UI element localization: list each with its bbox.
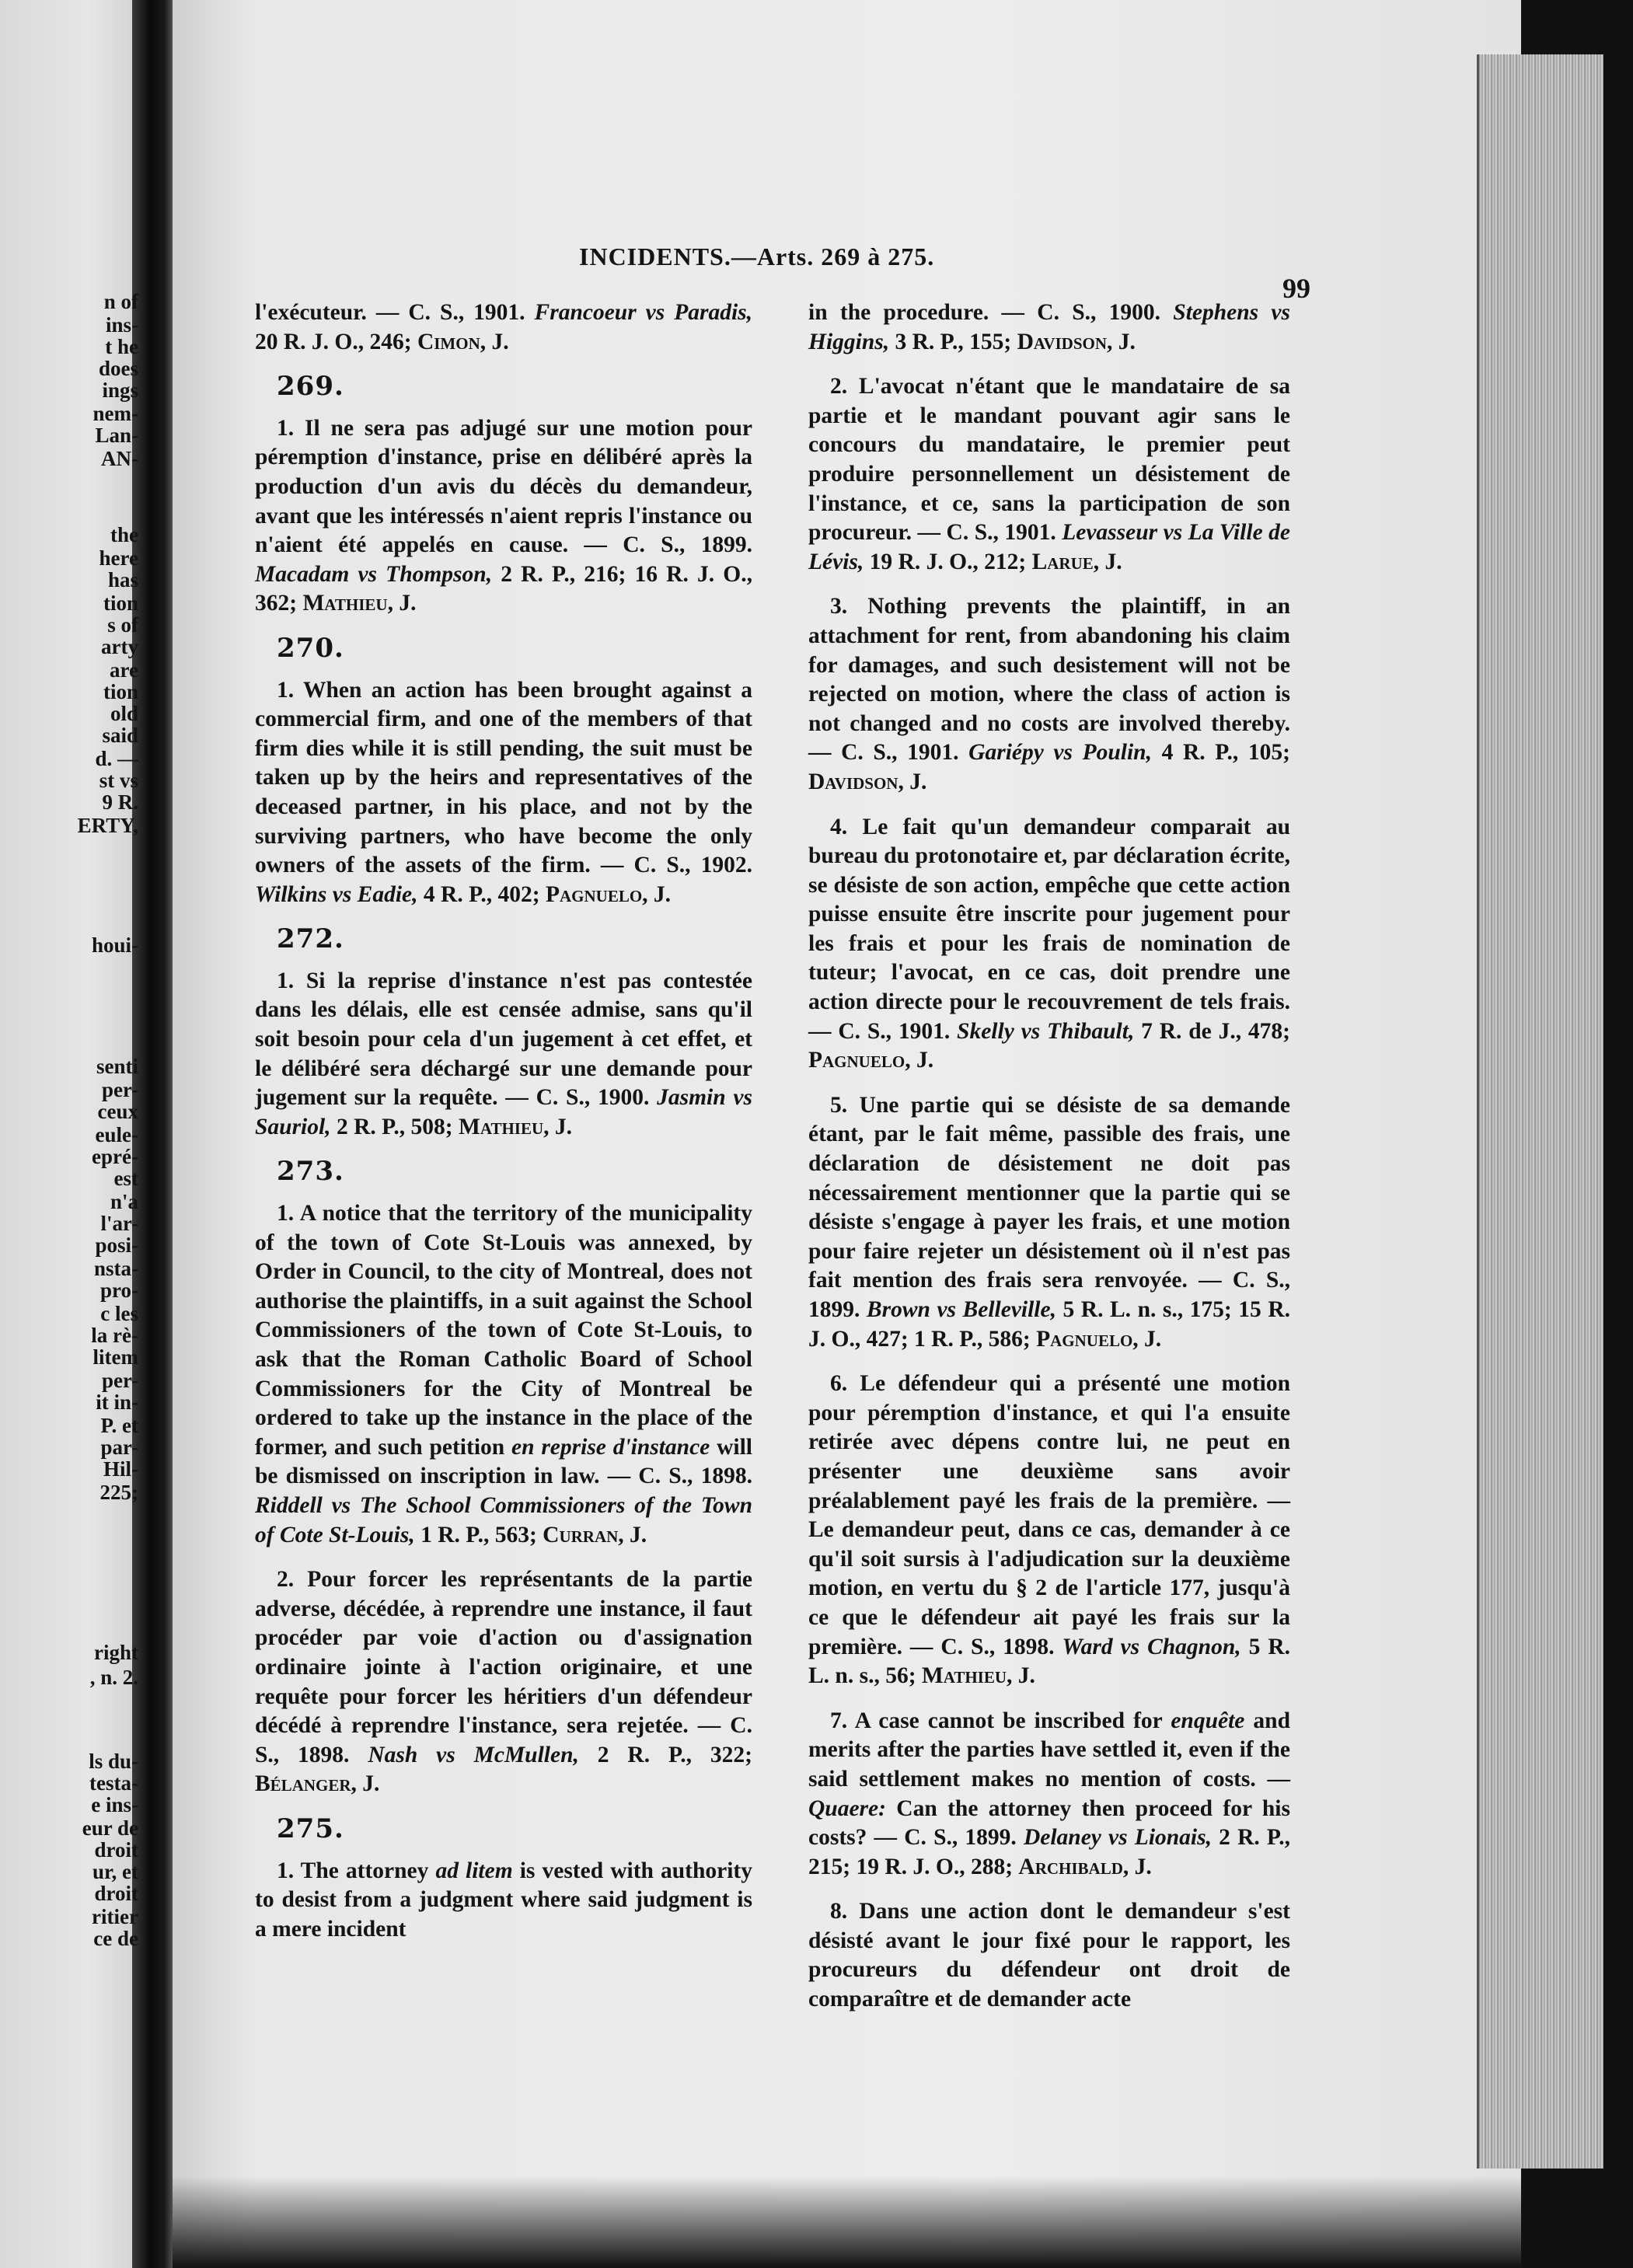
article-heading-272: 272. (277, 923, 344, 955)
facing-page-fragment: ritier (92, 1905, 138, 1928)
right-column (808, 298, 1290, 2030)
facing-page-fragment: right (94, 1641, 138, 1664)
facing-page-fragment: per- (102, 1078, 138, 1101)
facing-page-fragment: it in- (96, 1390, 138, 1414)
facing-page-fragment: ur, et (92, 1860, 138, 1883)
paragraph: 5. Une partie qui se désiste de sa demande étant, par le fait même, passible des frais, une déclaration de désistement ne doit pas nécessairement mentionner que la partie qui se désiste s'engage à payer les frais, et une motion pour faire rejeter un désistement où il n'est pas fait mention des frais sera renvoyée. — C. S., 1899. Brown vs Belleville, 5 R. L. n. s., 175; 15 R. J. O., 427; 1 R. P., 586; Pagnuelo, J. (808, 1092, 1291, 1352)
paragraph: 8. Dans une action dont le demandeur s'est désisté avant le jour fixé pour le rapport, les procureurs du défendeur ont droit de comparaître et de demander acte (808, 1899, 1290, 2012)
facing-page-fragment: droit (94, 1838, 138, 1862)
facing-page-fragment: houi- (91, 933, 138, 957)
facing-page-fragment: eur de (82, 1816, 138, 1840)
paragraph: 1. The attorney ad litem is vested with authority to desist from a judgment where said judgment is a mere incident (255, 1858, 752, 1942)
facing-page-fragment: droit (94, 1882, 138, 1905)
facing-page-fragment: s of (107, 613, 138, 637)
facing-page-fragment: per- (102, 1369, 138, 1392)
facing-page-fragment: testa- (89, 1771, 138, 1795)
facing-page-fragment: litem (92, 1345, 138, 1369)
paragraph: 2. Pour forcer les représentants de la partie adverse, décédée, à reprendre une instance, il faut procéder par voie d'action ou d'assignation ordinaire jointe à l'action originaire, et une requête pour forcer les héritiers d'un défendeur décédé à reprendre l'instance, sera rejetée. — C. S., 1898. Nash vs McMullen, 2 R. P., 322; Bélanger, J. (255, 1567, 752, 1797)
left-column (255, 298, 752, 1959)
facing-page-fragment: e ins- (91, 1793, 138, 1816)
facing-page-fragment: tion (103, 680, 138, 703)
facing-page-fragment: eule- (95, 1123, 138, 1146)
facing-page-fragment: 9 R. (102, 790, 138, 814)
facing-page-fragment: est (113, 1167, 138, 1190)
facing-page-fragment: does (98, 357, 138, 380)
article-heading-275: 275. (277, 1813, 344, 1844)
facing-page-fragment: has (107, 568, 138, 591)
facing-page-fragment: n'a (110, 1190, 138, 1213)
facing-page-fragment: senti (96, 1055, 138, 1078)
facing-page-fragment: nsta- (93, 1257, 138, 1280)
paragraph: 1. A notice that the territory of the municipality of the town of Cote St-Louis was annexed, by Order in Council, to the city of Montreal, does not authorise the plaintiffs, in a suit against the School Commissioners of the town of Cote St-Louis, to ask that the Roman Catholic Board of School Commissioners for the City of Montreal be ordered to take up the instance in the place of the former, and such petition en reprise d'instance will be dismissed on inscription in law. — C. S., 1898. Riddell vs The School Commissioners of the Town of Cote St-Louis, 1 R. P., 563; Curran, J. (255, 1201, 752, 1547)
paragraph: l'exécuteur. — C. S., 1901. Francoeur vs Paradis, 20 R. J. O., 246; Cimon, J. (255, 300, 753, 354)
facing-page-fragment: 225; (99, 1481, 138, 1504)
facing-page-fragment: Lan- (95, 424, 138, 447)
facing-page-fragment: ERTY, (77, 814, 138, 837)
facing-page-fragment: ins- (105, 313, 138, 337)
article-heading-270: 270. (277, 632, 344, 664)
paragraph: 4. Le fait qu'un demandeur comparait au bureau du protonotaire et, par déclaration écrite, se désiste de son action, empêche que cette action puisse ensuite être inscrite pour jugement pour les frais et pour les frais de nomination de tuteur; l'avocat, en ce cas, doit prendre une action directe pour le recouvrement de tels frais. — C. S., 1901. Skelly vs Thibault, 7 R. de J., 478; Pagnuelo, J. (808, 814, 1290, 1073)
paragraph: 7. A case cannot be inscribed for enquête and merits after the parties have settled it, even if the said settlement makes no mention of costs. — Quaere: Can the attorney then proceed for his costs? — C. S., 1899. Delaney vs Lionais, 2 R. P., 215; 19 R. J. O., 288; Archibald, J. (808, 1708, 1290, 1879)
paragraph: 2. L'avocat n'étant que le mandataire de sa partie et le mandant pouvant agir sans le concours du mandataire, le premier peut produire personnellement un désistement de l'instance, et ce, sans la participation de son procureur. — C. S., 1901. Levasseur vs La Ville de Lévis, 19 R. J. O., 212; Larue, J. (808, 374, 1290, 574)
paragraph: 6. Le défendeur qui a présenté une motion pour péremption d'instance, et qui l'a ensuite retirée avec dépens contre lui, ne peut en présenter une deuxième sans avoir préalablement payé les frais de la première. — Le demandeur peut, dans ce cas, demander à ce qu'il soit sursis à l'adjudication sur la deuxième motion, en vertu du § 2 de l'article 177, jusqu'à ce que le défendeur ait payé les frais sur la première. — C. S., 1898. Ward vs Chagnon, 5 R. L. n. s., 56; Mathieu, J. (808, 1371, 1291, 1689)
page-number: 99 (1282, 273, 1310, 304)
facing-page-fragment: Hil- (103, 1457, 138, 1481)
facing-page-fragment: c les (100, 1302, 138, 1325)
page-edges (1477, 54, 1603, 2169)
facing-page-text (0, 0, 138, 2268)
facing-page-fragment: n of (103, 290, 138, 313)
facing-page-fragment: the (110, 523, 138, 546)
paragraph: 1. When an action has been brought against a commercial firm, and one of the members of that firm dies while it is still pending, the suit must be taken up by the heirs and representatives of the deceased partner, in his place, and not by the surviving partners, who have become the only owners of the assets of the firm. — C. S., 1902. Wilkins vs Eadie, 4 R. P., 402; Pagnuelo, J. (255, 677, 752, 907)
facing-page-fragment: tion (103, 591, 138, 615)
facing-page-fragment: epré- (92, 1145, 138, 1168)
facing-page-fragment: said (102, 724, 138, 747)
facing-page-fragment: st vs (99, 769, 138, 792)
facing-page-fragment: la rè- (91, 1324, 138, 1347)
facing-page-fragment: here (99, 546, 138, 570)
book-gutter (132, 0, 179, 2268)
facing-page-fragment: posi- (95, 1233, 138, 1257)
facing-page-fragment: ce de (93, 1927, 138, 1950)
facing-page-fragment: ceux (97, 1100, 138, 1123)
bottom-shadow (173, 2176, 1572, 2268)
facing-page-fragment: ings (102, 379, 138, 402)
running-head: INCIDENTS.—Arts. 269 à 275. (579, 243, 935, 270)
facing-page-fragment: arty (101, 635, 138, 658)
facing-page-fragment: ls du- (89, 1750, 138, 1773)
facing-page-fragment: nem- (92, 402, 138, 425)
facing-page-fragment: are (110, 658, 138, 682)
paragraph: in the procedure. — C. S., 1900. Stephens vs Higgins, 3 R. P., 155; Davidson, J. (808, 300, 1290, 354)
article-heading-269: 269. (277, 371, 344, 403)
article-heading-273: 273. (277, 1156, 344, 1188)
paragraph: 1. Si la reprise d'instance n'est pas contestée dans les délais, elle est censée admise, sans qu'il soit besoin pour cela d'un jugement à cet effet, et le délibéré sera déchargé sur une demande pour jugement sur la requête. — C. S., 1900. Jasmin vs Sauriol, 2 R. P., 508; Mathieu, J. (255, 968, 752, 1139)
facing-page-fragment: d. — (95, 747, 138, 770)
facing-page-fragment: par- (100, 1436, 138, 1459)
facing-page-fragment: AN- (101, 447, 138, 470)
facing-page-fragment: l'ar- (100, 1212, 138, 1235)
facing-page-fragment: , n. 2. (89, 1666, 138, 1689)
paragraph: 1. Il ne sera pas adjugé sur une motion pour péremption d'instance, prise en délibéré après la production d'un avis du décès du demandeur, avant que les intéressés n'aient repris l'instance ou n'aient été appelés en cause. — C. S., 1899. Macadam vs Thompson, 2 R. P., 216; 16 R. J. O., 362; Mathieu, J. (255, 415, 752, 616)
facing-page-fragment: P. et (100, 1414, 138, 1437)
facing-page-fragment: pro- (99, 1279, 138, 1302)
paragraph: 3. Nothing prevents the plaintiff, in an attachment for rent, from abandoning his claim for damages, and such desistement will not be rejected on motion, where the class of action is not changed and no costs are involved thereby. — C. S., 1901. Gariépy vs Poulin, 4 R. P., 105; Davidson, J. (808, 594, 1290, 794)
facing-page-fragment: old (110, 702, 138, 725)
facing-page-fragment: t he (105, 335, 138, 358)
